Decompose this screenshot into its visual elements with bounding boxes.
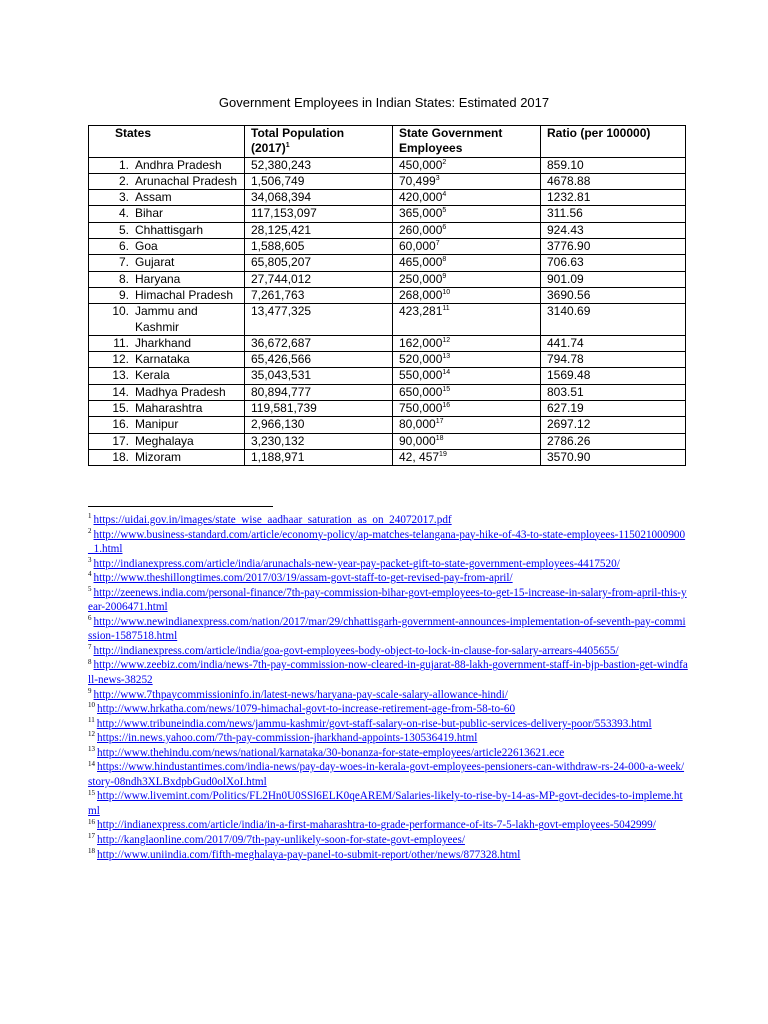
state-cell bbox=[95, 401, 238, 416]
cell-ratio: 803.51 bbox=[541, 384, 686, 400]
footnote-number: 5 bbox=[88, 585, 92, 593]
table-row bbox=[89, 401, 686, 417]
footnote-ref: 15 bbox=[442, 385, 451, 393]
footnote-link[interactable]: http://www.zeebiz.com/india/news-7th-pay-commission-now-cleared-in-gujarat-88-lakh-government-staff-in-bjp-bastion-get-windfall-news-38252 bbox=[88, 659, 688, 687]
footnote-number: 10 bbox=[88, 701, 95, 710]
cell-state bbox=[89, 384, 245, 400]
state-cell bbox=[95, 304, 238, 335]
table-row bbox=[89, 449, 686, 465]
cell-state bbox=[89, 190, 245, 206]
state-cell bbox=[95, 272, 238, 287]
footnote-link[interactable]: http://www.theshillongtimes.com/2017/03/19/assam-govt-staff-to-get-revised-pay-from-april/ bbox=[93, 572, 513, 585]
cell-ratio: 3140.69 bbox=[541, 304, 686, 336]
table-row bbox=[89, 287, 686, 303]
footnote-ref: 12 bbox=[442, 336, 451, 344]
row-number: 9. bbox=[118, 287, 129, 302]
footnote-number: 3 bbox=[88, 555, 92, 564]
state-name: Karnataka bbox=[135, 352, 190, 367]
cell-population: 52,380,243 bbox=[245, 157, 393, 173]
header-states: States bbox=[89, 126, 245, 158]
footnote-separator bbox=[88, 506, 273, 507]
table-header-row bbox=[89, 126, 686, 158]
cell-population: 34,068,394 bbox=[245, 190, 393, 206]
row-number: 13. bbox=[112, 368, 129, 383]
header-population-label: Total Population (2017) bbox=[251, 126, 345, 156]
employees-value: 450,000 bbox=[399, 157, 443, 172]
footnote-number: 17 bbox=[88, 832, 95, 841]
cell-population: 28,125,421 bbox=[245, 222, 393, 238]
footnote-item bbox=[88, 615, 688, 644]
footnote-item bbox=[88, 586, 688, 615]
footnote-ref: 6 bbox=[442, 223, 447, 231]
footnote-item bbox=[88, 848, 688, 863]
footnote-item bbox=[88, 731, 688, 746]
footnote-item bbox=[88, 557, 688, 572]
state-cell bbox=[95, 288, 238, 303]
cell-employees bbox=[393, 368, 541, 384]
state-name: Goa bbox=[135, 239, 158, 254]
cell-state bbox=[89, 304, 245, 336]
cell-population: 1,188,971 bbox=[245, 449, 393, 465]
cell-employees bbox=[393, 206, 541, 222]
table-row bbox=[89, 255, 686, 271]
footnote-item bbox=[88, 760, 688, 789]
cell-employees bbox=[393, 190, 541, 206]
cell-employees bbox=[393, 271, 541, 287]
footnote-number: 4 bbox=[88, 570, 92, 579]
employees-value: 162,000 bbox=[399, 335, 443, 350]
footnote-ref: 1 bbox=[285, 142, 290, 150]
cell-population: 36,672,687 bbox=[245, 335, 393, 351]
cell-employees bbox=[393, 401, 541, 417]
cell-ratio: 2697.12 bbox=[541, 417, 686, 433]
cell-ratio: 1232.81 bbox=[541, 190, 686, 206]
footnote-item bbox=[88, 688, 688, 703]
cell-state bbox=[89, 417, 245, 433]
cell-employees bbox=[393, 255, 541, 271]
cell-ratio: 859.10 bbox=[541, 157, 686, 173]
cell-population: 80,894,777 bbox=[245, 384, 393, 400]
table-row bbox=[89, 190, 686, 206]
footnote-ref: 14 bbox=[442, 369, 451, 377]
footnote-link[interactable]: http://indianexpress.com/article/india/arunachals-new-year-pay-packet-gift-to-state-government-employees-4417520/ bbox=[93, 557, 620, 570]
cell-population: 1,588,605 bbox=[245, 239, 393, 255]
footnote-number: 15 bbox=[88, 788, 95, 797]
footnote-item bbox=[88, 644, 688, 659]
row-number: 18. bbox=[112, 449, 129, 464]
cell-ratio: 794.78 bbox=[541, 352, 686, 368]
employees-value: 550,000 bbox=[399, 368, 443, 383]
cell-employees bbox=[393, 304, 541, 336]
footnotes-section bbox=[88, 513, 688, 862]
footnote-ref: 5 bbox=[442, 207, 447, 215]
cell-ratio: 441.74 bbox=[541, 335, 686, 351]
header-ratio: Ratio (per 100000) bbox=[541, 126, 686, 158]
footnote-ref: 10 bbox=[442, 288, 451, 296]
table-row bbox=[89, 173, 686, 189]
footnote-ref: 2 bbox=[442, 158, 447, 166]
cell-state bbox=[89, 401, 245, 417]
state-cell bbox=[95, 417, 238, 432]
cell-employees bbox=[393, 352, 541, 368]
footnote-link[interactable]: http://zeenews.india.com/personal-finance/7th-pay-commission-bihar-govt-employees-to-get-15-increase-in-salary-from-april-this-year-2006471.html bbox=[88, 586, 687, 614]
header-population bbox=[245, 126, 393, 158]
row-number: 5. bbox=[118, 222, 129, 237]
footnote-ref: 3 bbox=[435, 174, 440, 182]
cell-employees bbox=[393, 239, 541, 255]
state-cell bbox=[95, 239, 238, 254]
footnote-item bbox=[88, 658, 688, 687]
cell-state bbox=[89, 287, 245, 303]
footnote-link[interactable]: http://www.hrkatha.com/news/1079-himachal-govt-to-increase-retirement-age-from-58-to-60 bbox=[97, 703, 516, 716]
cell-population: 3,230,132 bbox=[245, 433, 393, 449]
footnote-item bbox=[88, 833, 688, 848]
footnote-number: 9 bbox=[88, 686, 92, 695]
footnote-ref: 7 bbox=[435, 240, 440, 248]
cell-employees bbox=[393, 222, 541, 238]
footnote-link[interactable]: http://www.7thpaycommissioninfo.in/latest-news/haryana-pay-scale-salary-allowance-hindi/ bbox=[93, 688, 508, 701]
footnote-ref: 4 bbox=[442, 191, 447, 199]
footnote-link[interactable]: https://www.hindustantimes.com/india-news/pay-day-woes-in-kerala-govt-employees-pensioners-can-withdraw-rs-24-000-a-week/story-08ndh3XLBxdpbGud0olXoI.html bbox=[88, 761, 685, 788]
cell-ratio: 311.56 bbox=[541, 206, 686, 222]
cell-state bbox=[89, 271, 245, 287]
cell-population: 2,966,130 bbox=[245, 417, 393, 433]
footnote-ref: 17 bbox=[435, 418, 444, 426]
cell-population: 117,153,097 bbox=[245, 206, 393, 222]
state-name: Kerala bbox=[135, 368, 170, 383]
footnote-ref: 9 bbox=[442, 272, 447, 280]
state-name: Himachal Pradesh bbox=[135, 287, 234, 302]
employees-value: 250,000 bbox=[399, 271, 443, 286]
cell-state bbox=[89, 255, 245, 271]
cell-state bbox=[89, 239, 245, 255]
state-name: Mizoram bbox=[135, 449, 182, 464]
row-number: 4. bbox=[118, 206, 129, 221]
footnote-item bbox=[88, 513, 688, 528]
footnote-item bbox=[88, 818, 688, 833]
row-number: 7. bbox=[118, 255, 129, 270]
cell-employees bbox=[393, 157, 541, 173]
cell-ratio: 3776.90 bbox=[541, 239, 686, 255]
footnote-link[interactable]: http://www.livemint.com/Politics/FL2Hn0U0SSl6ELK0qeAREM/Salaries-likely-to-rise-by-14-as-MP-govt-decides-to-impleme.html bbox=[88, 790, 683, 817]
cell-ratio: 3690.56 bbox=[541, 287, 686, 303]
footnote-number: 2 bbox=[88, 526, 92, 535]
cell-state bbox=[89, 433, 245, 449]
row-number: 10. bbox=[112, 304, 129, 319]
cell-population: 65,805,207 bbox=[245, 255, 393, 271]
cell-ratio: 2786.26 bbox=[541, 433, 686, 449]
row-number: 6. bbox=[118, 239, 129, 254]
employees-value: 423,281 bbox=[399, 304, 443, 319]
footnote-number: 7 bbox=[88, 643, 92, 652]
cell-employees bbox=[393, 417, 541, 433]
employees-table bbox=[88, 125, 686, 466]
employees-value: 365,000 bbox=[399, 206, 443, 221]
footnote-number: 14 bbox=[88, 759, 95, 768]
employees-value: 70,499 bbox=[399, 173, 436, 188]
footnote-ref: 13 bbox=[442, 353, 451, 361]
cell-state bbox=[89, 222, 245, 238]
footnote-ref: 19 bbox=[439, 450, 447, 458]
employees-value: 750,000 bbox=[399, 401, 443, 416]
footnote-number: 1 bbox=[88, 512, 92, 521]
state-name: Bihar bbox=[135, 206, 164, 221]
cell-ratio: 901.09 bbox=[541, 271, 686, 287]
row-number: 15. bbox=[112, 401, 129, 416]
table-row bbox=[89, 206, 686, 222]
cell-state bbox=[89, 449, 245, 465]
cell-ratio: 627.19 bbox=[541, 401, 686, 417]
cell-ratio: 4678.88 bbox=[541, 173, 686, 189]
state-cell bbox=[95, 223, 238, 238]
footnote-link[interactable]: http://www.uniindia.com/fifth-meghalaya-pay-panel-to-submit-report/other/news/877328.html bbox=[97, 848, 521, 861]
footnote-link[interactable]: http://indianexpress.com/article/india/in-a-first-maharashtra-to-grade-performance-of-its-7-5-lakh-govt-employees-5042999/ bbox=[97, 819, 656, 832]
footnote-number: 11 bbox=[88, 715, 95, 724]
employees-value: 60,000 bbox=[399, 239, 436, 254]
cell-ratio: 3570.90 bbox=[541, 449, 686, 465]
table-row bbox=[89, 352, 686, 368]
footnote-link[interactable]: https://in.news.yahoo.com/7th-pay-commission-jharkhand-appoints-130536419.html bbox=[97, 732, 478, 745]
state-cell bbox=[95, 206, 238, 221]
footnote-number: 16 bbox=[88, 817, 95, 826]
cell-state bbox=[89, 335, 245, 351]
state-name: Gujarat bbox=[135, 255, 175, 270]
state-cell bbox=[95, 352, 238, 367]
row-number: 14. bbox=[112, 384, 129, 399]
state-cell bbox=[95, 368, 238, 383]
footnote-number: 8 bbox=[88, 657, 92, 666]
row-number: 16. bbox=[112, 417, 129, 432]
employees-value: 268,000 bbox=[399, 287, 443, 302]
cell-employees bbox=[393, 449, 541, 465]
table-row bbox=[89, 433, 686, 449]
table-row bbox=[89, 271, 686, 287]
cell-ratio: 706.63 bbox=[541, 255, 686, 271]
cell-population: 27,744,012 bbox=[245, 271, 393, 287]
state-name: Meghalaya bbox=[135, 433, 194, 448]
employees-value: 42, 457 bbox=[399, 449, 440, 464]
footnote-link[interactable]: http://www.newindianexpress.com/nation/2017/mar/29/chhattisgarh-government-announces-implementation-of-seventh-pay-commission-1587518.html bbox=[88, 615, 686, 643]
footnote-item bbox=[88, 746, 688, 761]
footnote-item bbox=[88, 571, 688, 586]
state-cell bbox=[95, 190, 238, 205]
footnote-link[interactable]: http://indianexpress.com/article/india/goa-govt-employees-body-object-to-lock-in-clause-for-salary-arrears-4405655/ bbox=[93, 644, 619, 657]
state-cell bbox=[95, 385, 238, 400]
row-number: 17. bbox=[112, 433, 129, 448]
employees-value: 260,000 bbox=[399, 222, 443, 237]
state-name: Assam bbox=[135, 190, 172, 205]
cell-employees bbox=[393, 384, 541, 400]
state-name: Madhya Pradesh bbox=[135, 384, 226, 399]
state-cell bbox=[95, 174, 238, 189]
row-number: 3. bbox=[118, 190, 129, 205]
state-name: Andhra Pradesh bbox=[135, 157, 222, 172]
cell-population: 1,506,749 bbox=[245, 173, 393, 189]
footnote-ref: 11 bbox=[442, 305, 450, 313]
state-name: Arunachal Pradesh bbox=[135, 173, 238, 188]
cell-population: 65,426,566 bbox=[245, 352, 393, 368]
cell-population: 7,261,763 bbox=[245, 287, 393, 303]
state-cell bbox=[95, 434, 238, 449]
row-number: 1. bbox=[118, 157, 129, 172]
employees-value: 520,000 bbox=[399, 352, 443, 367]
table-row bbox=[89, 222, 686, 238]
cell-employees bbox=[393, 335, 541, 351]
cell-employees bbox=[393, 287, 541, 303]
footnote-ref: 16 bbox=[442, 402, 451, 410]
cell-ratio: 924.43 bbox=[541, 222, 686, 238]
employees-value: 650,000 bbox=[399, 384, 443, 399]
row-number: 12. bbox=[112, 352, 129, 367]
cell-state bbox=[89, 157, 245, 173]
state-cell bbox=[95, 450, 238, 465]
footnote-ref: 8 bbox=[442, 256, 447, 264]
footnote-link[interactable]: http://www.business-standard.com/article/economy-policy/ap-matches-telangana-pay-hike-of-43-to-state-employees-115021000900_1.html bbox=[88, 528, 686, 556]
footnote-number: 12 bbox=[88, 730, 95, 739]
footnote-link[interactable]: http://kanglaonline.com/2017/09/7th-pay-unlikely-soon-for-state-govt-employees/ bbox=[97, 834, 465, 847]
cell-employees bbox=[393, 433, 541, 449]
state-name: Jharkhand bbox=[135, 335, 192, 350]
footnote-number: 18 bbox=[88, 846, 95, 855]
state-name: Haryana bbox=[135, 271, 181, 286]
employees-value: 465,000 bbox=[399, 255, 443, 270]
table-row bbox=[89, 304, 686, 336]
state-name: Maharashtra bbox=[135, 401, 203, 416]
employees-value: 80,000 bbox=[399, 417, 436, 432]
row-number: 11. bbox=[113, 335, 129, 350]
header-employees: State Government Employees bbox=[393, 126, 541, 158]
cell-population: 13,477,325 bbox=[245, 304, 393, 336]
employees-value: 90,000 bbox=[399, 433, 436, 448]
table-row bbox=[89, 239, 686, 255]
footnote-item bbox=[88, 789, 688, 818]
footnote-item bbox=[88, 717, 688, 732]
footnote-link[interactable]: http://www.thehindu.com/news/national/karnataka/30-bonanza-for-state-employees/article22613621.ece bbox=[97, 746, 565, 759]
footnote-number: 13 bbox=[88, 745, 95, 754]
footnote-link[interactable]: https://uidai.gov.in/images/state_wise_aadhaar_saturation_as_on_24072017.pdf bbox=[93, 514, 452, 526]
row-number: 2. bbox=[118, 173, 129, 188]
cell-state bbox=[89, 206, 245, 222]
cell-state bbox=[89, 368, 245, 384]
footnote-number: 6 bbox=[88, 614, 92, 623]
table-row bbox=[89, 417, 686, 433]
footnote-item bbox=[88, 528, 688, 557]
cell-state bbox=[89, 173, 245, 189]
employees-value: 420,000 bbox=[399, 190, 443, 205]
table-row bbox=[89, 368, 686, 384]
state-name: Manipur bbox=[135, 417, 179, 432]
cell-population: 119,581,739 bbox=[245, 401, 393, 417]
cell-employees bbox=[393, 173, 541, 189]
table-row bbox=[89, 384, 686, 400]
cell-state bbox=[89, 352, 245, 368]
state-cell bbox=[95, 158, 238, 173]
state-cell bbox=[95, 336, 238, 351]
table-row bbox=[89, 335, 686, 351]
table-row bbox=[89, 157, 686, 173]
state-name: Chhattisgarh bbox=[135, 222, 204, 237]
document-title: Government Employees in Indian States: Estimated 2017 bbox=[218, 95, 550, 110]
state-cell bbox=[95, 255, 238, 270]
cell-ratio: 1569.48 bbox=[541, 368, 686, 384]
footnote-link[interactable]: http://www.tribuneindia.com/news/jammu-kashmir/govt-staff-salary-on-rise-but-public-services-delivery-poor/553393.html bbox=[96, 717, 652, 730]
row-number: 8. bbox=[118, 271, 129, 286]
footnote-ref: 18 bbox=[435, 434, 444, 442]
cell-population: 35,043,531 bbox=[245, 368, 393, 384]
state-name: Jammu and Kashmir bbox=[135, 304, 198, 334]
footnote-item bbox=[88, 702, 688, 717]
table-body bbox=[89, 157, 686, 466]
